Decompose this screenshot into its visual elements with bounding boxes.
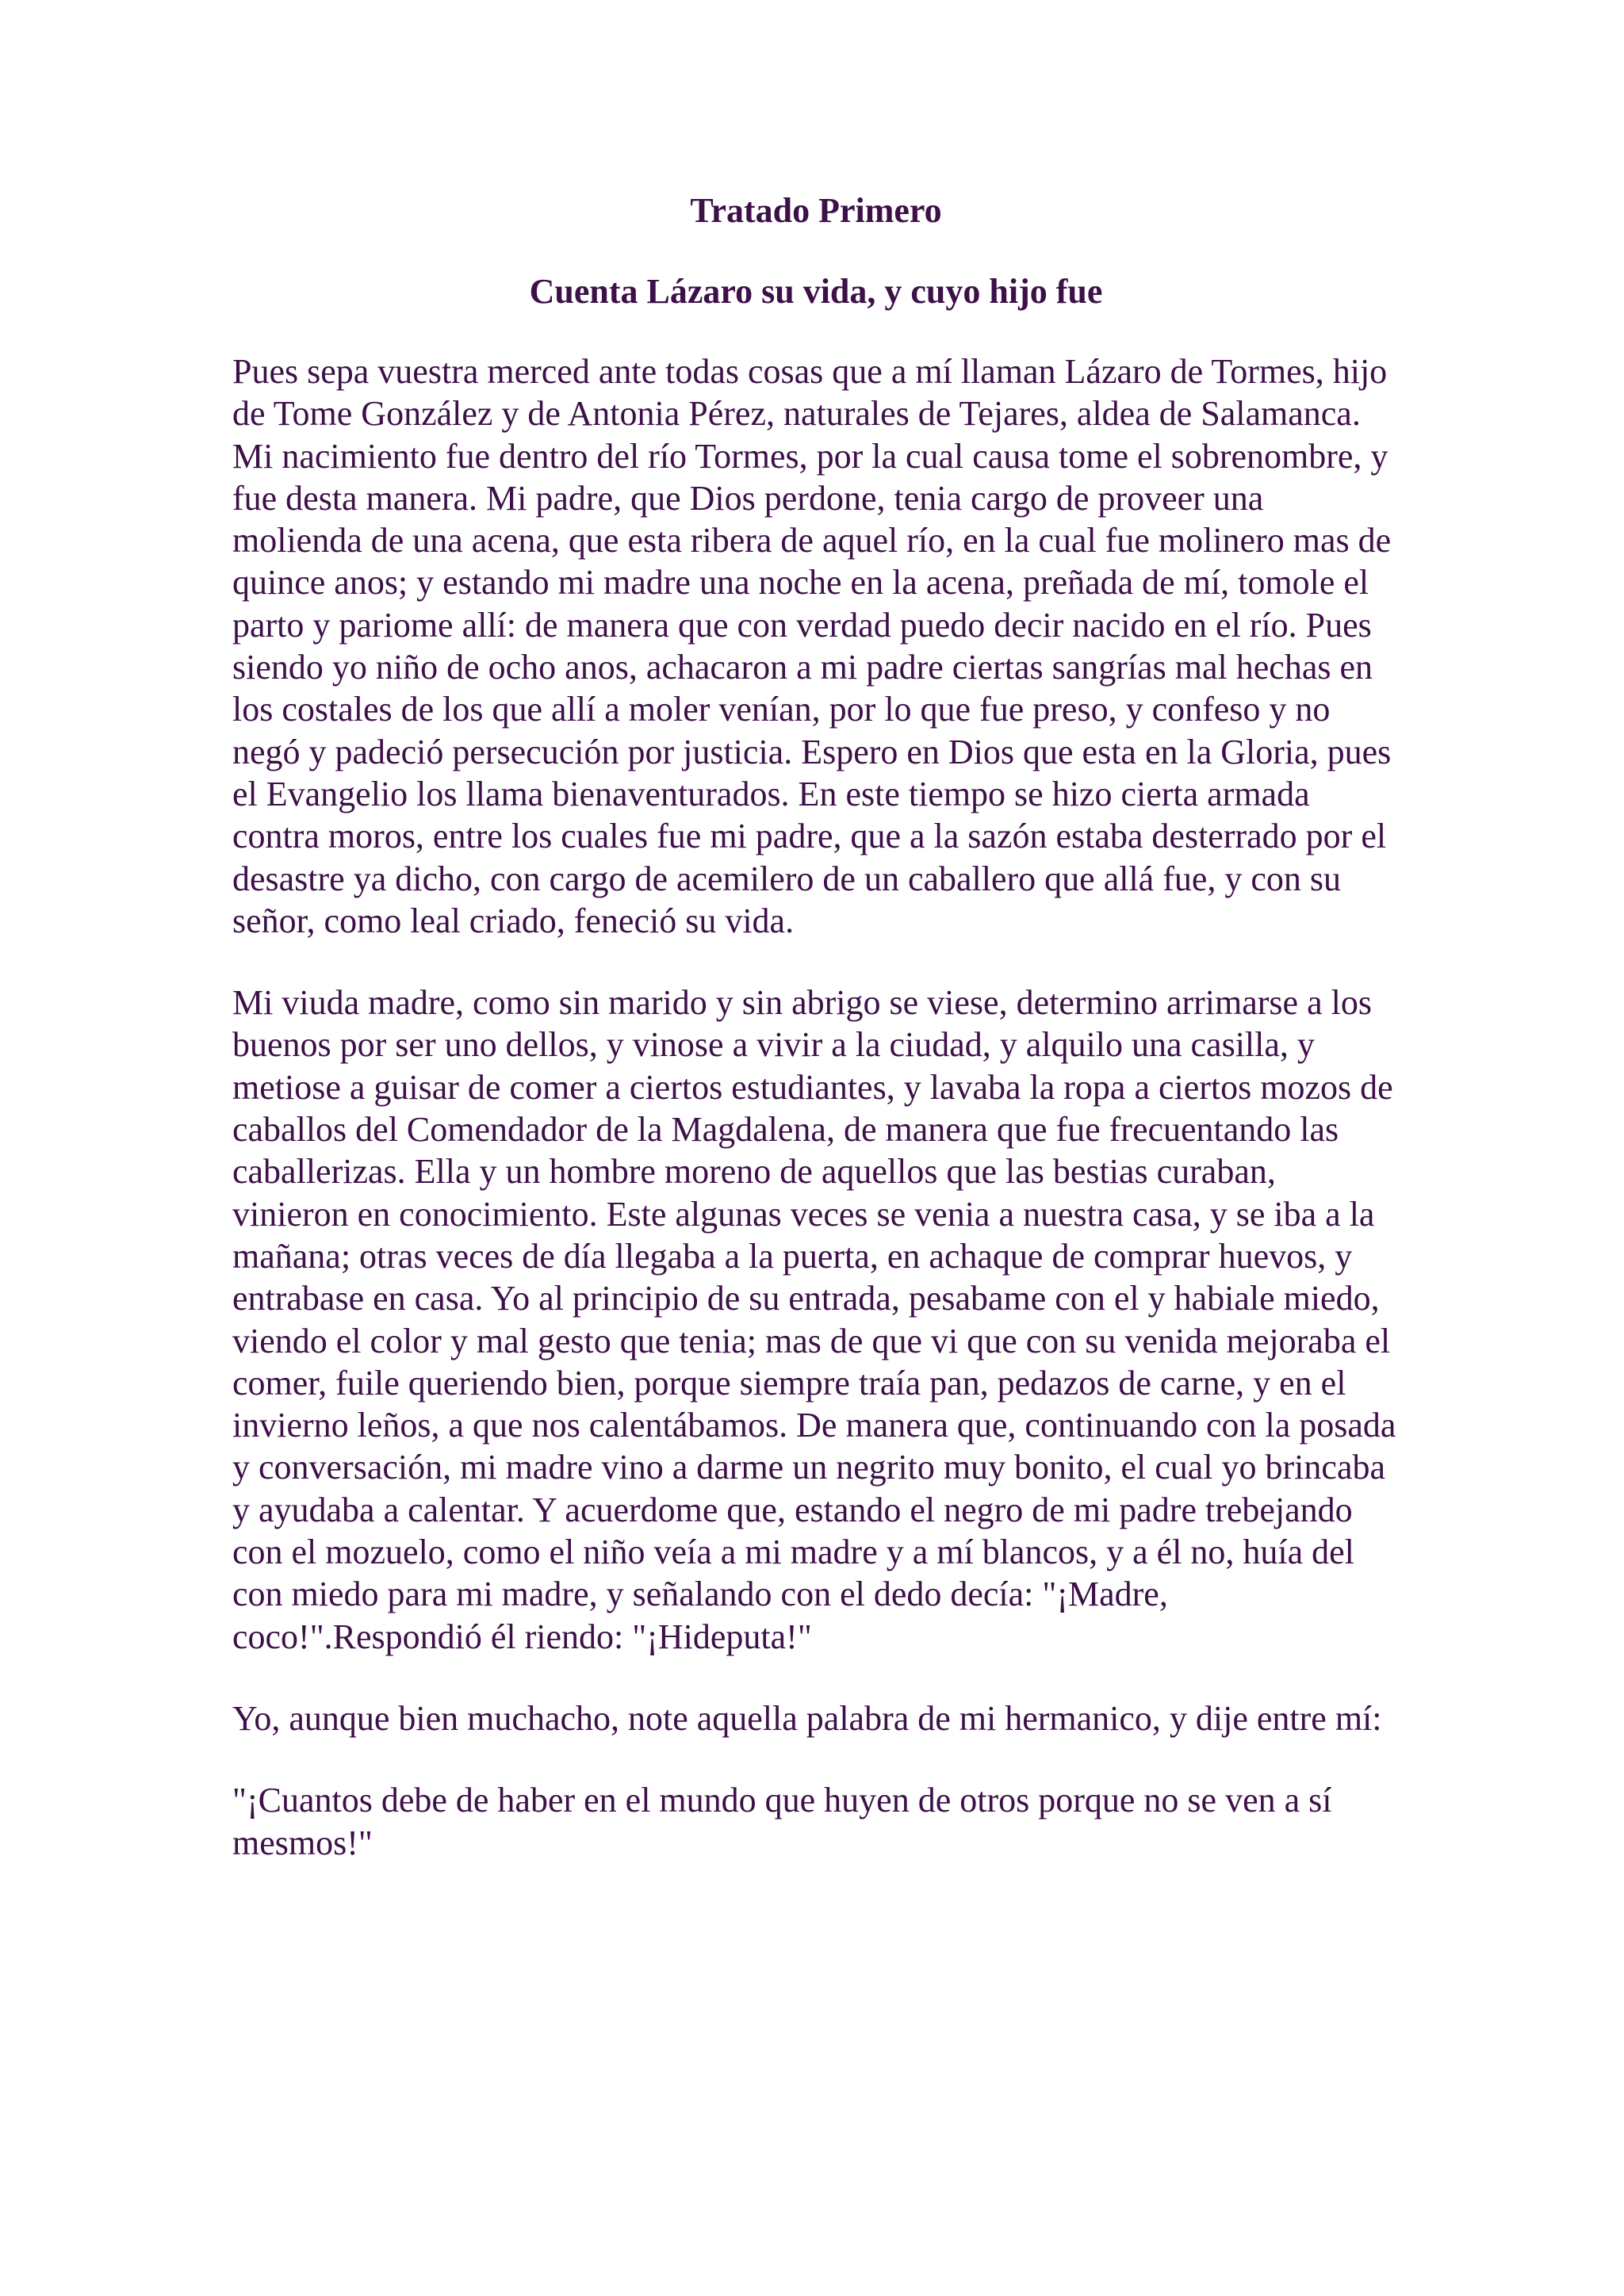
document-page: [232, 189, 1400, 1904]
document-body: [232, 350, 1400, 1864]
paragraph-1: Pues sepa vuestra merced ante todas cosas que a mí llaman Lázaro de Tormes, hijo de Tome González y de Antonia Pérez, naturales de Tejares, aldea de Salamanca. Mi nacimiento fue dentro del río Tormes, por la cual causa tome el sobrenombre, y fue desta manera. Mi padre, que Dios perdone, tenia cargo de proveer una molienda de una acena, que esta ribera de aquel río, en la cual fue molinero mas de quince anos; y estando mi madre una noche en la acena, preñada de mí, tomole el parto y pariome allí: de manera que con verdad puedo decir nacido en el río. Pues siendo yo niño de ocho anos, achacaron a mi padre ciertas sangrías mal hechas en los costales de los que allí a moler venían, por lo que fue preso, y confeso y no negó y padeció persecución por justicia. Espero en Dios que esta en la Gloria, pues el Evangelio los llama bienaventurados. En este tiempo se hizo cierta armada contra moros, entre los cuales fue mi padre, que a la sazón estaba desterrado por el desastre ya dicho, con cargo de acemilero de un caballero que allá fue, y con su señor, como leal criado, feneció su vida.: [232, 352, 1392, 940]
chapter-title: Tratado Primero: [690, 191, 942, 230]
chapter-subtitle: Cuenta Lázaro su vida, y cuyo hijo fue: [529, 272, 1103, 311]
paragraph-4: "¡Cuantos debe de haber en el mundo que huyen de otros porque no se ven a sí mesmos!": [232, 1781, 1332, 1862]
paragraph-2: Mi viuda madre, como sin marido y sin abrigo se viese, determino arrimarse a los buenos por ser uno dellos, y vinose a vivir a la ciudad, y alquilo una casilla, y metiose a guisar de comer a ciertos estudiantes, y lavaba la ropa a ciertos mozos de caballos del Comendador de la Magdalena, de manera que fue frecuentando las caballerizas. Ella y un hombre moreno de aquellos que las bestias curaban, vinieron en conocimiento. Este algunas veces se venia a nuestra casa, y se iba a la mañana; otras veces de día llegaba a la puerta, en achaque de comprar huevos, y entrabase en casa. Yo al principio de su entrada, pesabame con el y habiale miedo, viendo el color y mal gesto que tenia; mas de que vi que con su venida mejoraba el comer, fuile queriendo bien, porque siempre traía pan, pedazos de carne, y en el invierno leños, a que nos calentábamos. De manera que, continuando con la posada y conversación, mi madre vino a darme un negrito muy bonito, el cual yo brincaba y ayudaba a calentar. Y acuerdome que, estando el negro de mi padre trebejando con el mozuelo, como el niño veía a mi madre y a mí blancos, y a él no, huía del con miedo para mi madre, y señalando con el dedo decía: "¡Madre, coco!".Respondió él riendo: "¡Hideputa!": [232, 983, 1396, 1656]
paragraph-3: Yo, aunque bien muchacho, note aquella palabra de mi hermanico, y dije entre mí:: [232, 1698, 1382, 1738]
